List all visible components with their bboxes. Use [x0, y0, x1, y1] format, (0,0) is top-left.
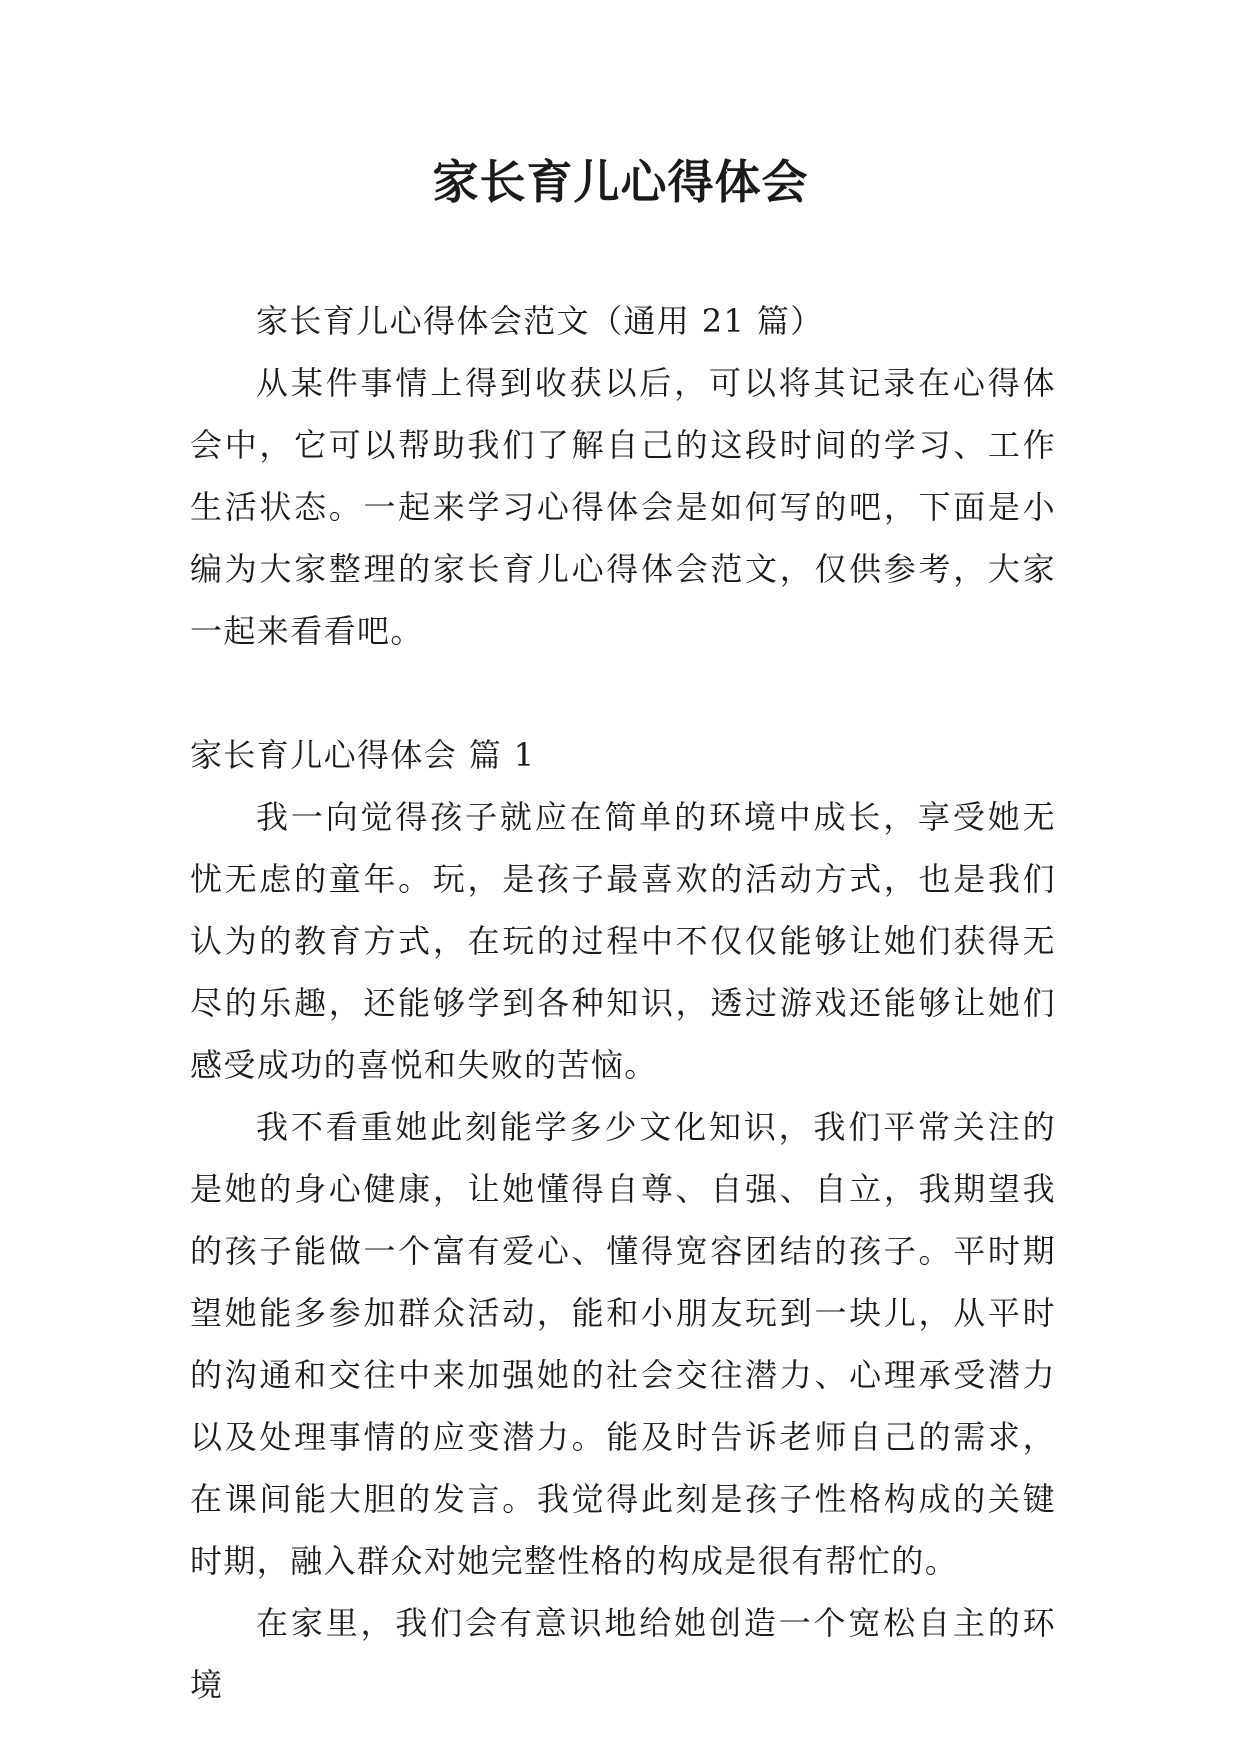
section-heading: 家长育儿心得体会 篇 1 [190, 736, 536, 774]
body-paragraph-3: 在家里，我们会有意识地给她创造一个宽松自主的环境 [190, 1604, 1056, 1704]
intro-paragraph: 从某件事情上得到收获以后，可以将其记录在心得体会中，它可以帮助我们了解自己的这段时间的学习、工作生活状态。一起来学习心得体会是如何写的吧，下面是小编为大家整理的家长育儿心得体会范文，仅供参考，大家一起来看看吧。 [190, 364, 1056, 650]
document-subtitle: 家长育儿心得体会范文（通用 21 篇） [256, 302, 824, 340]
body-paragraph-2: 我不看重她此刻能学多少文化知识，我们平常关注的是她的身心健康，让她懂得自尊、自强、自立，我期望我的孩子能做一个富有爱心、懂得宽容团结的孩子。平时期望她能多参加群众活动，能和小朋友玩到一块儿，从平时的沟通和交往中来加强她的社会交往潜力、心理承受潜力以及处理事情的应变潜力。能及时告诉老师自己的需求，在课间能大胆的发言。我觉得此刻是孩子性格构成的关键时期，融入群众对她完整性格的构成是很有帮忙的。 [190, 1108, 1056, 1580]
document-title: 家长育儿心得体会 [432, 155, 809, 209]
body-paragraph-1: 我一向觉得孩子就应在简单的环境中成长，享受她无忧无虑的童年。玩，是孩子最喜欢的活动方式，也是我们认为的教育方式，在玩的过程中不仅仅能够让她们获得无尽的乐趣，还能够学到各种知识，透过游戏还能够让她们感受成功的喜悦和失败的苦恼。 [190, 798, 1056, 1084]
document-body [190, 290, 1056, 1716]
